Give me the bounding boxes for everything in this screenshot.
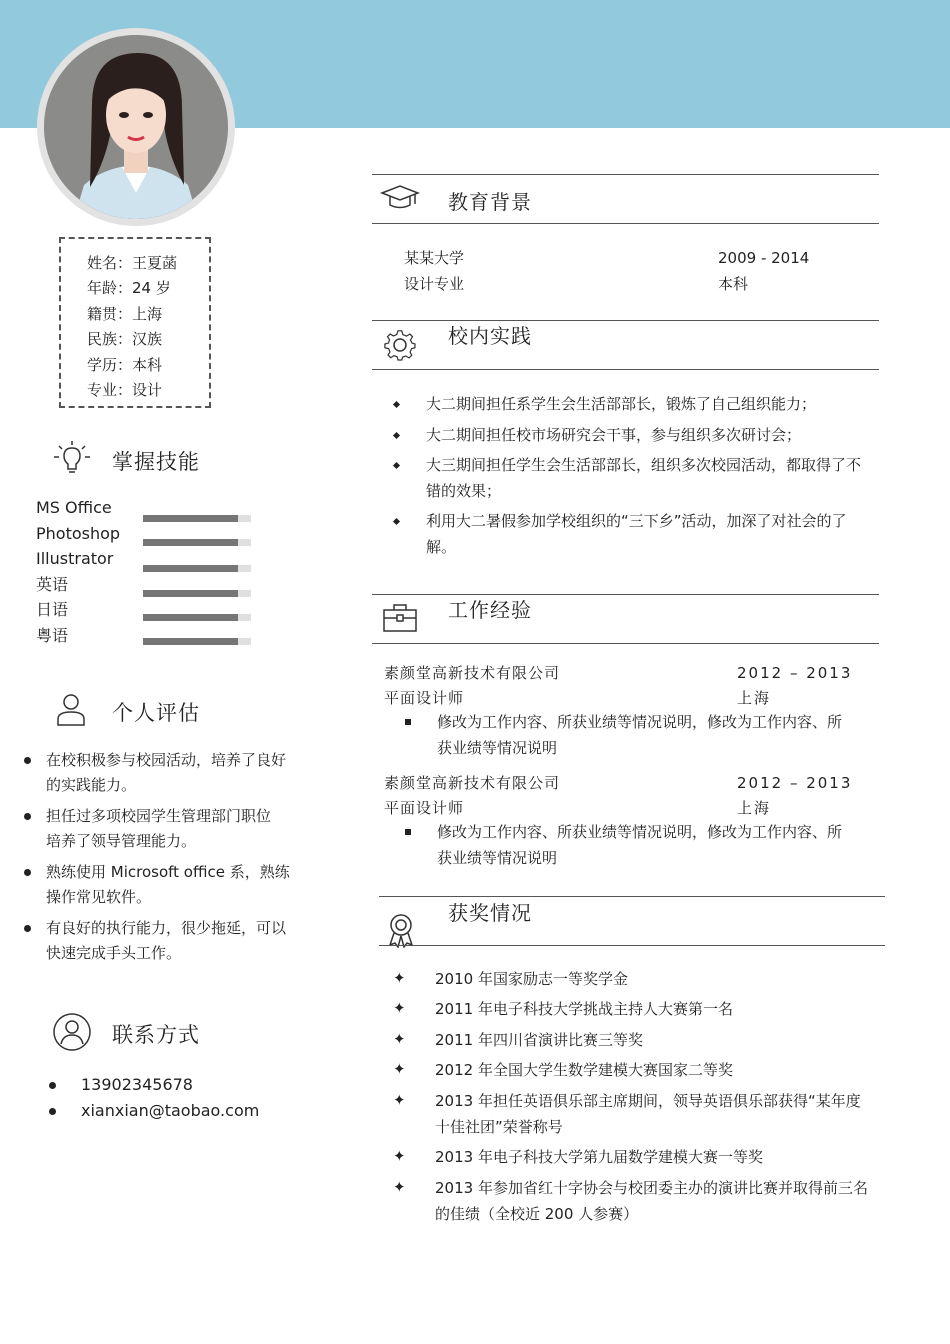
bullet-square — [405, 829, 411, 835]
award-medal-icon — [385, 912, 417, 948]
skill-name: 粤语 — [36, 626, 69, 645]
skill-bar-fill — [143, 565, 238, 572]
skill-name: 英语 — [36, 575, 69, 594]
award-item: 2011 年电子科技大学挑战主持人大赛第一名 — [435, 1000, 733, 1018]
contact-title: 联系方式 — [112, 1023, 200, 1047]
contact-phone[interactable]: 13902345678 — [81, 1075, 193, 1094]
bullet-square — [405, 719, 411, 725]
work-years: 2012 – 2013 — [737, 774, 853, 792]
award-item: 2013 年电子科技大学第九届数学建模大赛一等奖 — [435, 1148, 763, 1166]
section-divider — [372, 643, 879, 644]
lightbulb-icon — [53, 440, 91, 476]
star-bullet-icon: ✦ — [393, 1030, 406, 1048]
bullet-dot — [49, 1108, 56, 1115]
skill-bar-fill — [143, 614, 238, 621]
contact-email[interactable]: xianxian@taobao.com — [81, 1101, 260, 1120]
skill-bar-fill — [143, 515, 238, 522]
skill-bar — [143, 565, 251, 572]
awards-title: 获奖情况 — [448, 901, 532, 925]
campus-item: 利用大二暑假参加学校组织的“三下乡”活动，加深了对社会的了解。 — [426, 512, 847, 556]
profile-photo-frame — [37, 28, 235, 226]
personal-info-box — [59, 237, 211, 408]
work-description: 修改为工作内容、所获业绩等情况说明，修改为工作内容、所获业绩等情况说明 — [437, 823, 843, 867]
award-item: 2010 年国家励志一等奖学金 — [435, 970, 628, 988]
work-years: 2012 – 2013 — [737, 664, 853, 682]
bullet-diamond — [393, 462, 400, 469]
star-bullet-icon: ✦ — [393, 1147, 406, 1165]
section-divider — [372, 369, 879, 370]
skill-bar — [143, 614, 251, 621]
profile-photo — [44, 35, 228, 219]
info-age: 年龄：24 岁 — [87, 279, 171, 297]
info-name: 姓名：王夏菡 — [87, 254, 178, 272]
education-degree: 本科 — [718, 275, 749, 293]
bullet-dot — [24, 757, 31, 764]
award-item: 2011 年四川省演讲比赛三等奖 — [435, 1031, 643, 1049]
person-icon — [55, 692, 87, 726]
bullet-diamond — [393, 401, 400, 408]
star-bullet-icon: ✦ — [393, 1060, 406, 1078]
work-description: 修改为工作内容、所获业绩等情况说明，修改为工作内容、所获业绩等情况说明 — [437, 713, 843, 757]
skill-bar — [143, 638, 251, 645]
campus-title: 校内实践 — [448, 324, 532, 348]
star-bullet-icon: ✦ — [393, 1178, 406, 1196]
skill-bar — [143, 515, 251, 522]
work-city: 上海 — [737, 799, 772, 817]
section-divider — [372, 174, 879, 175]
bullet-dot — [49, 1082, 56, 1089]
bullet-diamond — [393, 432, 400, 439]
skill-bar — [143, 539, 251, 546]
evaluation-item: 有良好的执行能力，很少拖延，可以快速完成手头工作。 — [46, 919, 287, 962]
evaluation-item: 熟练使用 Microsoft office 系，熟练操作常见软件。 — [46, 863, 290, 906]
contact-person-icon — [52, 1012, 92, 1052]
award-item: 2013 年参加省红十字协会与校团委主办的演讲比赛并取得前三名的佳绩（全校近 200 人参赛） — [435, 1179, 868, 1223]
education-title: 教育背景 — [448, 190, 532, 214]
work-company: 素颜堂高新技术有限公司 — [384, 774, 561, 792]
work-city: 上海 — [737, 689, 772, 707]
skills-title: 掌握技能 — [112, 450, 200, 474]
education-major: 设计专业 — [404, 275, 465, 293]
skill-bar-fill — [143, 539, 238, 546]
award-item: 2013 年担任英语俱乐部主席期间，领导英语俱乐部获得“某年度十佳社团”荣誉称号 — [435, 1092, 861, 1136]
portrait-illustration — [44, 35, 228, 219]
graduation-cap-icon — [380, 184, 420, 212]
star-bullet-icon: ✦ — [393, 999, 406, 1017]
award-item: 2012 年全国大学生数学建模大赛国家二等奖 — [435, 1061, 733, 1079]
education-years: 2009 - 2014 — [718, 249, 810, 267]
skill-name: MS Office — [36, 498, 112, 517]
bullet-dot — [24, 813, 31, 820]
skill-bar-fill — [143, 590, 238, 597]
work-title: 工作经验 — [448, 598, 532, 622]
gear-icon — [383, 328, 417, 362]
section-divider — [372, 223, 879, 224]
campus-item: 大二期间担任系学生会生活部部长，锻炼了自己组织能力； — [426, 395, 817, 413]
skill-bar-fill — [143, 638, 238, 645]
info-education: 学历：本科 — [87, 356, 163, 374]
skill-bar — [143, 590, 251, 597]
skill-name: Illustrator — [36, 549, 114, 568]
campus-item: 大三期间担任学生会生活部部长，组织多次校园活动，都取得了不错的效果； — [426, 456, 862, 500]
bullet-dot — [24, 925, 31, 932]
education-school: 某某大学 — [404, 249, 465, 267]
evaluation-item: 在校积极参与校园活动，培养了良好的实践能力。 — [46, 751, 287, 794]
info-major: 专业：设计 — [87, 381, 163, 399]
work-role: 平面设计师 — [384, 689, 465, 707]
bullet-diamond — [393, 518, 400, 525]
star-bullet-icon: ✦ — [393, 1091, 406, 1109]
skill-name: 日语 — [36, 600, 69, 619]
evaluation-title: 个人评估 — [112, 701, 200, 725]
work-company: 素颜堂高新技术有限公司 — [384, 664, 561, 682]
info-ethnicity: 民族：汉族 — [87, 330, 163, 348]
section-divider — [379, 945, 885, 946]
work-role: 平面设计师 — [384, 799, 465, 817]
info-hometown: 籍贯：上海 — [87, 305, 163, 323]
evaluation-item: 担任过多项校园学生管理部门职位培养了领导管理能力。 — [46, 807, 272, 850]
campus-item: 大二期间担任校市场研究会干事，参与组织多次研讨会； — [426, 426, 802, 444]
star-bullet-icon: ✦ — [393, 969, 406, 987]
briefcase-icon — [382, 603, 418, 633]
skill-name: Photoshop — [36, 524, 121, 543]
bullet-dot — [24, 869, 31, 876]
